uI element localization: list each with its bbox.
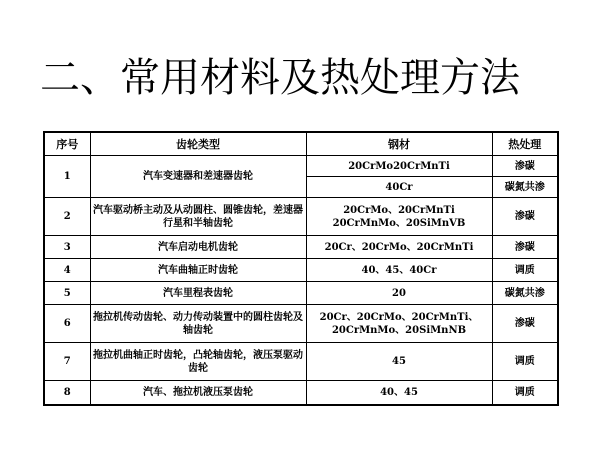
- row-number: 3: [44, 236, 90, 259]
- row-number: 5: [44, 282, 90, 305]
- steel-cell: 40、45: [306, 381, 492, 405]
- steel-line: 20Cr、20CrMo、20CrMnTi、: [319, 311, 479, 323]
- header-number: 序号: [44, 132, 90, 156]
- treatment-cell: 调质: [492, 381, 558, 405]
- row-number: 4: [44, 259, 90, 282]
- table-row: [44, 381, 558, 405]
- treatment-cell: 渗碳: [492, 305, 558, 343]
- row-number: 2: [44, 198, 90, 236]
- steel-cell: [306, 305, 492, 343]
- slide-title: 二、常用材料及热处理方法: [40, 55, 520, 101]
- steel-line: 20CrMnMo、20SiMnNB: [331, 324, 467, 336]
- steel-line: 20CrMnMo、20SiMnVB: [332, 217, 466, 229]
- steel-cell: 45: [306, 343, 492, 381]
- treatment-cell: 碳氮共渗: [492, 177, 558, 198]
- gear-type-cell: 汽车变速器和差速器齿轮: [90, 156, 306, 198]
- steel-cell: 40、45、40Cr: [306, 259, 492, 282]
- row-number: 8: [44, 381, 90, 405]
- steel-cell: 40Cr: [306, 177, 492, 198]
- gear-type-cell: 汽车里程表齿轮: [90, 282, 306, 305]
- gear-type-cell: 汽车、拖拉机液压泵齿轮: [90, 381, 306, 405]
- table-row: [44, 305, 558, 343]
- treatment-cell: 碳氮共渗: [492, 282, 558, 305]
- steel-cell: 20CrMo20CrMnTi: [306, 156, 492, 177]
- treatment-cell: 渗碳: [492, 156, 558, 177]
- table-row: [44, 343, 558, 381]
- treatment-cell: 渗碳: [492, 236, 558, 259]
- treatment-cell: 调质: [492, 343, 558, 381]
- gear-type-cell: 汽车曲轴正时齿轮: [90, 259, 306, 282]
- table-row: [44, 282, 558, 305]
- table-row: [44, 259, 558, 282]
- steel-cell: 20Cr、20CrMo、20CrMnTi: [306, 236, 492, 259]
- gear-type-cell: 拖拉机曲轴正时齿轮，凸轮轴齿轮，液压泵驱动齿轮: [90, 343, 306, 381]
- row-number: 7: [44, 343, 90, 381]
- steel-cell: [306, 198, 492, 236]
- row-number: 6: [44, 305, 90, 343]
- treatment-cell: 渗碳: [492, 198, 558, 236]
- table-row: [44, 156, 558, 177]
- materials-table: [43, 131, 559, 406]
- row-number: 1: [44, 156, 90, 198]
- steel-cell: 20: [306, 282, 492, 305]
- gear-type-cell: 拖拉机传动齿轮、动力传动装置中的圆柱齿轮及轴齿轮: [90, 305, 306, 343]
- header-heat-treatment: 热处理: [492, 132, 558, 156]
- steel-line: 20CrMo、20CrMnTi: [343, 204, 455, 216]
- table-header-row: [44, 132, 558, 156]
- treatment-cell: 调质: [492, 259, 558, 282]
- header-steel: 钢材: [306, 132, 492, 156]
- table-row: [44, 198, 558, 236]
- header-gear-type: 齿轮类型: [90, 132, 306, 156]
- gear-type-cell: 汽车驱动桥主动及从动圆柱、圆锥齿轮，差速器行星和半轴齿轮: [90, 198, 306, 236]
- gear-type-cell: 汽车启动电机齿轮: [90, 236, 306, 259]
- table-row: [44, 236, 558, 259]
